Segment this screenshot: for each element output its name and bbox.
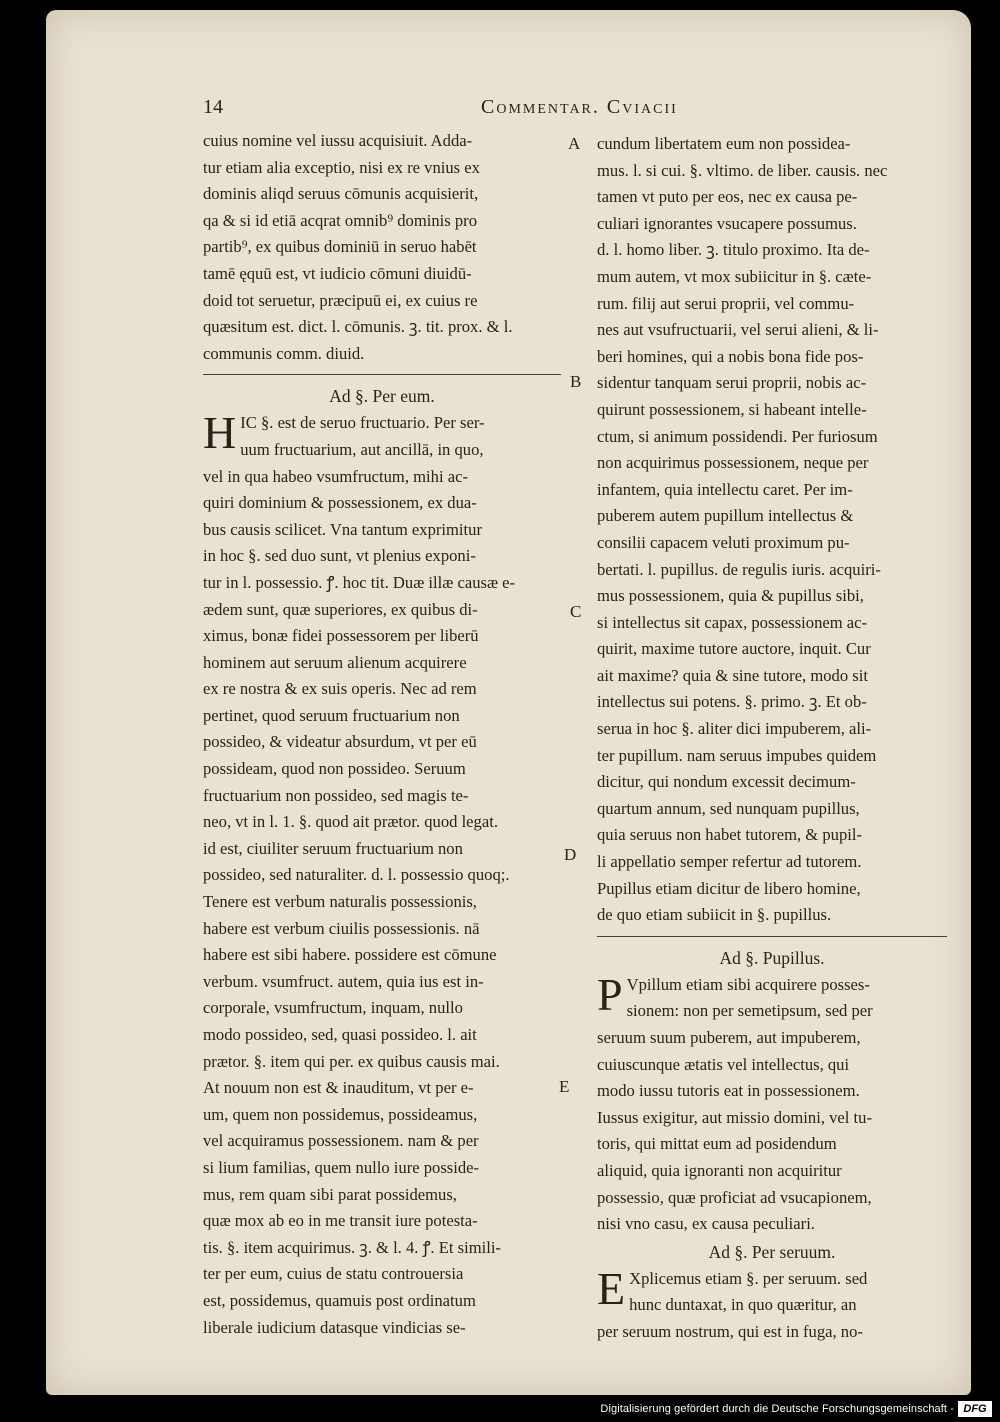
dfg-logo: DFG	[958, 1401, 992, 1417]
text-line: ximus, bonæ fidei possessorem per liberū	[203, 626, 479, 646]
text-line: beri homines, qui a nobis bona fide pos-	[597, 346, 864, 366]
text-line: intellectus sui potens. §. primo. ꝫ. Et ob-	[597, 692, 867, 712]
text-line: fructuarium non possideo, sed magis te-	[203, 785, 469, 805]
section-title-per-seruum: Ad §. Per seruum.	[708, 1241, 836, 1262]
text-line: dominis aliqd seruus cōmunis acquisierit,	[203, 184, 479, 204]
text-line: dicitur, qui nondum excessit decimum-	[597, 772, 856, 792]
text-line: Vpillum etiam sibi acquirere posses-	[626, 974, 870, 994]
margin-letter-a: A	[568, 134, 581, 153]
text-line: aliquid, quia ignoranti non acquiritur	[597, 1160, 842, 1180]
text-line: habere est verbum ciuilis possessionis. nā	[203, 918, 480, 938]
text-line: qa & si id etiā acqrat omnib⁹ dominis pro	[203, 210, 477, 230]
text-line: est, possidemus, quamuis post ordinatum	[203, 1290, 476, 1310]
text-line: li appellatio semper refertur ad tutorem.	[597, 852, 862, 872]
section-title-per-eum: Ad §. Per eum.	[329, 386, 435, 407]
text-line: pertinet, quod seruum fructuarium non	[203, 705, 460, 725]
text-line: bertati. l. pupillus. de regulis iuris. acquiri-	[597, 559, 881, 579]
text-line: consilii capacem veluti proximum pu-	[597, 532, 850, 552]
text-line: possideam, quod non possideo. Seruum	[203, 759, 466, 779]
text-line: de quo etiam subiicit in §. pupillus.	[597, 905, 832, 925]
text-line: verbum. vsumfruct. autem, quia ius est in-	[203, 971, 484, 991]
text-line: modo iussu tutoris eat in possessionem.	[597, 1081, 860, 1101]
text-line: ædem sunt, quæ superiores, ex quibus di-	[203, 599, 478, 619]
text-line: Pupillus etiam dicitur de libero homine,	[597, 878, 861, 898]
text-line: quæ mox ab eo in me transit iure potesta-	[203, 1211, 478, 1231]
text-line: partib⁹, ex quibus dominiū in seruo habēt	[203, 237, 477, 257]
text-line: id est, ciuiliter seruum fructuarium non	[203, 838, 463, 858]
text-line: quartum annum, sed nunquam pupillus,	[597, 798, 860, 818]
section-pupillus-text	[597, 968, 947, 1238]
text-line: rum. filij aut serui proprii, vel commu-	[597, 293, 855, 313]
text-line: At nouum non est & inauditum, vt per e-	[203, 1078, 474, 1098]
text-line: hunc duntaxat, in quo quæritur, an	[629, 1295, 857, 1315]
text-line: neo, vt in l. 1. §. quod ait prætor. quod legat.	[203, 812, 498, 832]
text-line: seruum suum puberem, aut impuberem,	[597, 1028, 861, 1047]
text-line: mus possessionem, quia & pupillus sibi,	[597, 586, 864, 606]
text-line: ait maxime? quia & sine tutore, modo sit	[597, 665, 868, 685]
text-line: quia seruus non habet tutorem, & pupil-	[597, 825, 862, 845]
text-line: cuius nomine vel iussu acquisiuit. Adda-	[203, 131, 473, 150]
text-line: tur in l. possessio. ꝭ. hoc tit. Duæ illæ causæ e-	[203, 572, 516, 592]
text-line: tamen vt puto per eos, nec ex causa pe-	[597, 187, 858, 207]
section-divider	[203, 374, 561, 375]
section-per-eum-text	[203, 407, 561, 1341]
text-line: ter per eum, cuius de statu controuersia	[203, 1264, 464, 1284]
text-line: quirit, maxime tutore auctore, inquit. Cur	[597, 639, 871, 659]
text-line: quæsitum est. dict. l. cōmunis. ꝫ. tit. prox. & l.	[203, 317, 513, 337]
text-line: vel in qua habeo vsumfructum, mihi ac-	[203, 466, 468, 486]
text-line: liberale iudicium datasque vindicias se-	[203, 1317, 466, 1337]
text-line: ter pupillum. nam seruus impubes quidem	[597, 745, 877, 765]
text-line: d. l. homo liber. ꝫ. titulo proximo. Ita de-	[597, 240, 870, 260]
section-divider	[597, 936, 947, 937]
text-line: mus, rem quam sibi parat possidemus,	[203, 1184, 457, 1204]
text-line: Xplicemus etiam §. per seruum. sed	[629, 1268, 868, 1288]
text-line: ex re nostra & ex suis operis. Nec ad rem	[203, 679, 477, 699]
text-line: possessio, quæ proficiat ad vsucapionem,	[597, 1187, 872, 1207]
text-line: bus causis scilicet. Vna tantum exprimitur	[203, 519, 482, 539]
margin-letter-d: D	[564, 845, 577, 864]
text-line: sidentur tanquam serui proprii, nobis ac-	[597, 373, 867, 393]
text-line: hominem aut seruum alienum acquirere	[203, 652, 467, 672]
text-line: IC §. est de seruo fructuario. Per ser-	[240, 413, 485, 433]
right-column	[597, 131, 947, 1346]
text-line: nes aut vsufructuarii, vel serui alieni, & li-	[597, 320, 879, 340]
section-per-seruum-text	[597, 1262, 947, 1346]
text-line: cuiuscunque ætatis vel intellectus, qui	[597, 1054, 850, 1074]
text-line: possideo, sed naturaliter. d. l. possessio quoq;.	[203, 865, 510, 885]
text-line: nisi vno casu, ex causa peculiari.	[597, 1214, 815, 1234]
margin-letter-e: E	[559, 1077, 570, 1096]
text-line: possideo, & videatur absurdum, vt per eū	[203, 732, 477, 752]
text-line: in hoc §. sed duo sunt, vt plenius exponi-	[203, 546, 476, 566]
text-line: non acquirimus possessionem, neque per	[597, 453, 869, 473]
text-line: si lium familias, quem nullo iure posside-	[203, 1157, 480, 1177]
text-line: tamē ęquū est, vt iudicio cōmuni diuidū-	[203, 263, 472, 283]
text-line: culiari ignorantes vsucapere possumus.	[597, 213, 857, 233]
text-line: infantem, quia intellectu caret. Per im-	[597, 479, 853, 499]
text-line: modo possideo, sed, quasi possideo. l. ait	[203, 1025, 477, 1044]
text-line: um, quem non possidemus, possideamus,	[203, 1104, 478, 1124]
section-title-pupillus: Ad §. Pupillus.	[719, 947, 825, 968]
page-number: 14	[203, 96, 223, 118]
text-line: cundum libertatem eum non possidea-	[597, 134, 851, 153]
page-header	[203, 94, 923, 128]
text-line: puberem autem pupillum intellectus &	[597, 506, 854, 526]
text-line: vel acquiramus possessionem. nam & per	[203, 1131, 479, 1151]
text-line: tis. §. item acquirimus. ꝫ. & l. 4. ꝭ. Et simili-	[203, 1237, 501, 1257]
text-line: serua in hoc §. aliter dici impuberem, ali-	[597, 719, 872, 739]
text-line: habere est sibi habere. possidere est cōmune	[203, 945, 497, 965]
drop-cap: P	[597, 968, 623, 1020]
text-line: Iussus exigitur, aut missio domini, vel tu-	[597, 1107, 872, 1127]
text-line: si intellectus sit capax, possessionem ac-	[597, 612, 868, 632]
text-line: toris, qui mittat eum ad posidendum	[597, 1134, 837, 1154]
text-line: mum autem, vt mox subiicitur in §. cæte-	[597, 266, 872, 286]
text-line: Tenere est verbum naturalis possessionis,	[203, 892, 477, 912]
left-column	[203, 128, 561, 1341]
margin-letter-b: B	[570, 372, 582, 391]
text-line: ctum, si animum possidendi. Per furiosum	[597, 426, 878, 446]
text-line: uum fructuarium, aut ancillā, in quo,	[240, 439, 484, 459]
text-line: mus. l. si cui. §. vltimo. de liber. causis. nec	[597, 160, 888, 180]
text-line: quirunt possessionem, si habeant intelle-	[597, 399, 867, 419]
text-line: prætor. §. item qui per. ex quibus causis mai.	[203, 1051, 500, 1071]
drop-cap: E	[597, 1262, 626, 1314]
text-line: sionem: non per semetipsum, sed per	[626, 1001, 873, 1021]
running-head: Commentar. Cviacii	[481, 96, 678, 118]
text-line: tur etiam alia exceptio, nisi ex re vnius ex	[203, 157, 480, 177]
text-line: quiri dominium & possessionem, ex dua-	[203, 493, 477, 513]
text-line: communis comm. diuid.	[203, 343, 365, 363]
footer-credit: Digitalisierung gefördert durch die Deutsche Forschungsgemeinschaft -	[600, 1403, 954, 1415]
left-paragraph-1	[203, 128, 561, 367]
text-line: per seruum nostrum, qui est in fuga, no-	[597, 1321, 863, 1341]
text-line: doid tot seruetur, præcipuū ei, ex cuius re	[203, 290, 478, 310]
right-paragraph-1	[597, 131, 947, 929]
text-line: corporale, vsumfructum, inquam, nullo	[203, 998, 463, 1018]
drop-cap: H	[203, 407, 237, 459]
margin-letter-c: C	[570, 602, 582, 621]
